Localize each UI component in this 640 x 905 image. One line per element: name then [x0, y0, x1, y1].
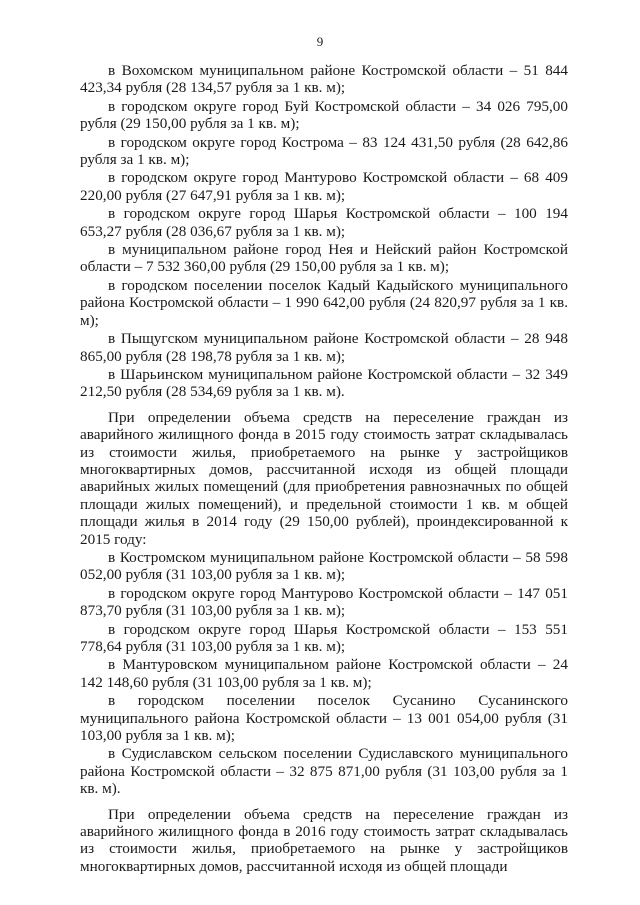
paragraph-kostroma-district: в Костромском муниципальном районе Костромской области – 58 598 052,00 рубля (31 103,00 рубля за 1 кв. м);	[80, 548, 568, 584]
paragraph-kadyy-settlement: в городском поселении поселок Кадый Кадыйского муниципального района Костромской области – 1 990 642,00 рубля (24 820,97 рубля за 1 кв. м);	[80, 276, 568, 329]
paragraph-sharya-city: в городском округе город Шарья Костромской области – 100 194 653,27 рубля (28 036,67 рубля за 1 кв. м);	[80, 205, 568, 240]
document-body	[80, 62, 568, 875]
paragraph-pyshchug-district: в Пыщугском муниципальном районе Костромской области – 28 948 865,00 рубля (28 198,78 рубля за 1 кв. м);	[80, 330, 568, 365]
paragraph-sharya-city-2015: в городском округе город Шарья Костромской области – 153 551 778,64 рубля (31 103,00 рубля за 1 кв. м);	[80, 620, 568, 655]
paragraph-manturovo-city: в городском округе город Мантурово Костромской области – 68 409 220,00 рубля (27 647,91 рубля за 1 кв. м);	[80, 169, 568, 204]
paragraph-sudislavl-settlement: в Судиславском сельском поселении Судиславского муниципального района Костромской области – 32 875 871,00 рубля (31 103,00 рубля за 1 кв. м).	[80, 745, 568, 798]
paragraph-neya-district: в муниципальном районе город Нея и Нейский район Костромской области – 7 532 360,00 рубля (29 150,00 рубля за 1 кв. м);	[80, 241, 568, 276]
page-number: 9	[316, 34, 324, 49]
paragraph-kostroma-city: в городском округе город Кострома – 83 124 431,50 рубля (28 642,86 рубля за 1 кв. м);	[80, 133, 568, 169]
paragraph-sharya-district: в Шарьинском муниципальном районе Костромской области – 32 349 212,50 рубля (28 534,69 рубля за 1 кв. м).	[80, 365, 568, 401]
paragraph-manturovo-district: в Мантуровском муниципальном районе Костромской области – 24 142 148,60 рубля (31 103,00 рубля за 1 кв. м);	[80, 656, 568, 691]
paragraph-2015-intro: При определении объема средств на переселение граждан из аварийного жилищного фонда в 2015 году стоимость затрат складывалась из стоимости жилья, приобретаемого на рынке у застройщиков многоквартирных домов, рассчитанной исходя из общей площади аварийных жилых помещений (для приобретения равнозначных по общей площади жилых помещений), и предельной стоимости 1 кв. м общей площади жилья в 2014 году (29 150,00 рублей), проиндексированной к 2015 году:	[80, 408, 568, 548]
paragraph-susanino-settlement: в городском поселении поселок Сусанино Сусанинского муниципального района Костромской области – 13 001 054,00 рубля (31 103,00 рубля за 1 кв. м);	[80, 692, 568, 745]
paragraph-manturovo-city-2015: в городском округе город Мантурово Костромской области – 147 051 873,70 рубля (31 103,00 рубля за 1 кв. м);	[80, 584, 568, 620]
paragraph-buy-city: в городском округе город Буй Костромской области – 34 026 795,00 рубля (29 150,00 рубля за 1 кв. м);	[80, 97, 568, 133]
paragraph-2016-intro: При определении объема средств на переселение граждан из аварийного жилищного фонда в 2016 году стоимость затрат складывалась из стоимости жилья, приобретаемого на рынке у застройщиков многоквартирных домов, рассчитанной исходя из общей площади	[80, 805, 568, 875]
paragraph-vokhma-district: в Вохомском муниципальном районе Костромской области – 51 844 423,34 рубля (28 134,57 рубля за 1 кв. м);	[80, 62, 568, 97]
